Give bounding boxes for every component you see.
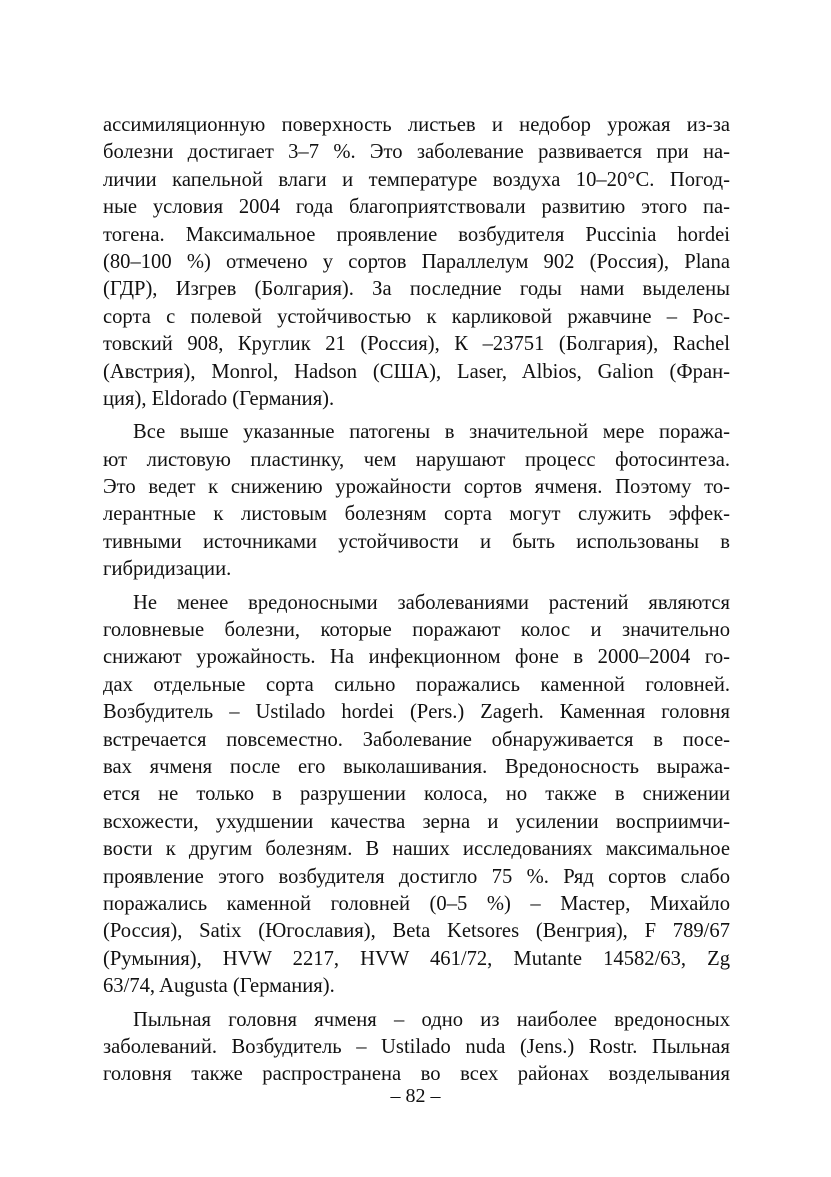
paragraph-1 — [103, 112, 730, 413]
text-line: (Румыния), HVW 2217, HVW 461/72, Mutante 14582/63, Zg — [103, 947, 730, 970]
text-line: вости к другим болезням. В наших исследованиях максимальное — [103, 838, 730, 861]
text-line: снижают урожайность. На инфекционном фоне в 2000–2004 го- — [103, 646, 730, 669]
page-number: – 82 – — [390, 1085, 441, 1107]
text-line: всхожести, ухудшении качества зерна и усилении восприимчи- — [103, 810, 730, 833]
text-line: товский 908, Круглик 21 (Россия), К –23751 (Болгария), Rachel — [103, 333, 730, 356]
text-line: ассимиляционную поверхность листьев и недобор урожая из-за — [103, 114, 730, 136]
text-line: гибридизации. — [103, 558, 232, 581]
text-line: 63/74, Augusta (Германия). — [103, 975, 335, 998]
text-line: (Австрия), Monrol, Hadson (США), Laser, Albios, Galion (Фран- — [103, 360, 730, 383]
text-line: (80–100 %) отмечено у сортов Параллелум 902 (Россия), Plana — [103, 250, 730, 273]
text-line: вах ячменя после его выколашивания. Вредоносность выража- — [103, 755, 730, 778]
text-line: болезни достигает 3–7 %. Это заболевание развивается при на- — [103, 141, 730, 164]
text-line: поражались каменной головней (0–5 %) – Мастер, Михайло — [103, 892, 730, 915]
text-line: ется не только в разрушении колоса, но также в снижении — [103, 783, 730, 806]
text-line: личии капельной влаги и температуре воздуха 10–20°С. Погод- — [103, 168, 730, 191]
text-line: тивными источниками устойчивости и быть использованы в — [103, 530, 730, 553]
text-line: (ГДР), Изгрев (Болгария). За последние годы нами выделены — [103, 278, 730, 301]
text-line: дах отдельные сорта сильно поражались каменной головней. — [103, 673, 730, 696]
text-line: (Россия), Satix (Югославия), Beta Ketsores (Венгрия), F 789/67 — [103, 920, 730, 943]
body-text — [103, 112, 730, 1089]
text-line: встречается повсеместно. Заболевание обнаруживается в посе- — [103, 728, 730, 751]
text-line: сорта с полевой устойчивостью к карликовой ржавчине – Рос- — [103, 305, 730, 328]
text-line: ные условия 2004 года благоприятствовали развитию этого па- — [103, 196, 730, 219]
paragraph-3 — [103, 590, 730, 1001]
text-line: Все выше указанные патогены в значительной мере поража- — [133, 421, 730, 444]
text-line: лерантные к листовым болезням сорта могут служить эффек- — [103, 503, 730, 526]
paragraph-2 — [103, 419, 730, 583]
text-line: головня также распространена во всех районах возделывания — [103, 1063, 730, 1086]
text-line: головневые болезни, которые поражают колос и значительно — [103, 619, 730, 642]
text-line: проявление этого возбудителя достигло 75 %. Ряд сортов слабо — [103, 865, 730, 888]
text-line: Не менее вредоносными заболеваниями растений являются — [133, 591, 730, 614]
text-line: Пыльная головня ячменя – одно из наиболее вредоносных — [133, 1008, 730, 1031]
text-line: ют листовую пластинку, чем нарушают процесс фотосинтеза. — [103, 448, 730, 471]
text-line: ция), Eldorado (Германия). — [103, 387, 335, 410]
text-line: заболеваний. Возбудитель – Ustilado nuda (Jens.) Rostr. Пыльная — [103, 1035, 730, 1058]
paragraph-4 — [103, 1007, 730, 1089]
text-line: Возбудитель – Ustilado hordei (Pers.) Zagerh. Каменная головня — [103, 701, 730, 724]
text-line: Это ведет к снижению урожайности сортов ячменя. Поэтому то- — [103, 476, 730, 499]
text-line: тогена. Максимальное проявление возбудителя Puccinia hordei — [103, 223, 730, 246]
